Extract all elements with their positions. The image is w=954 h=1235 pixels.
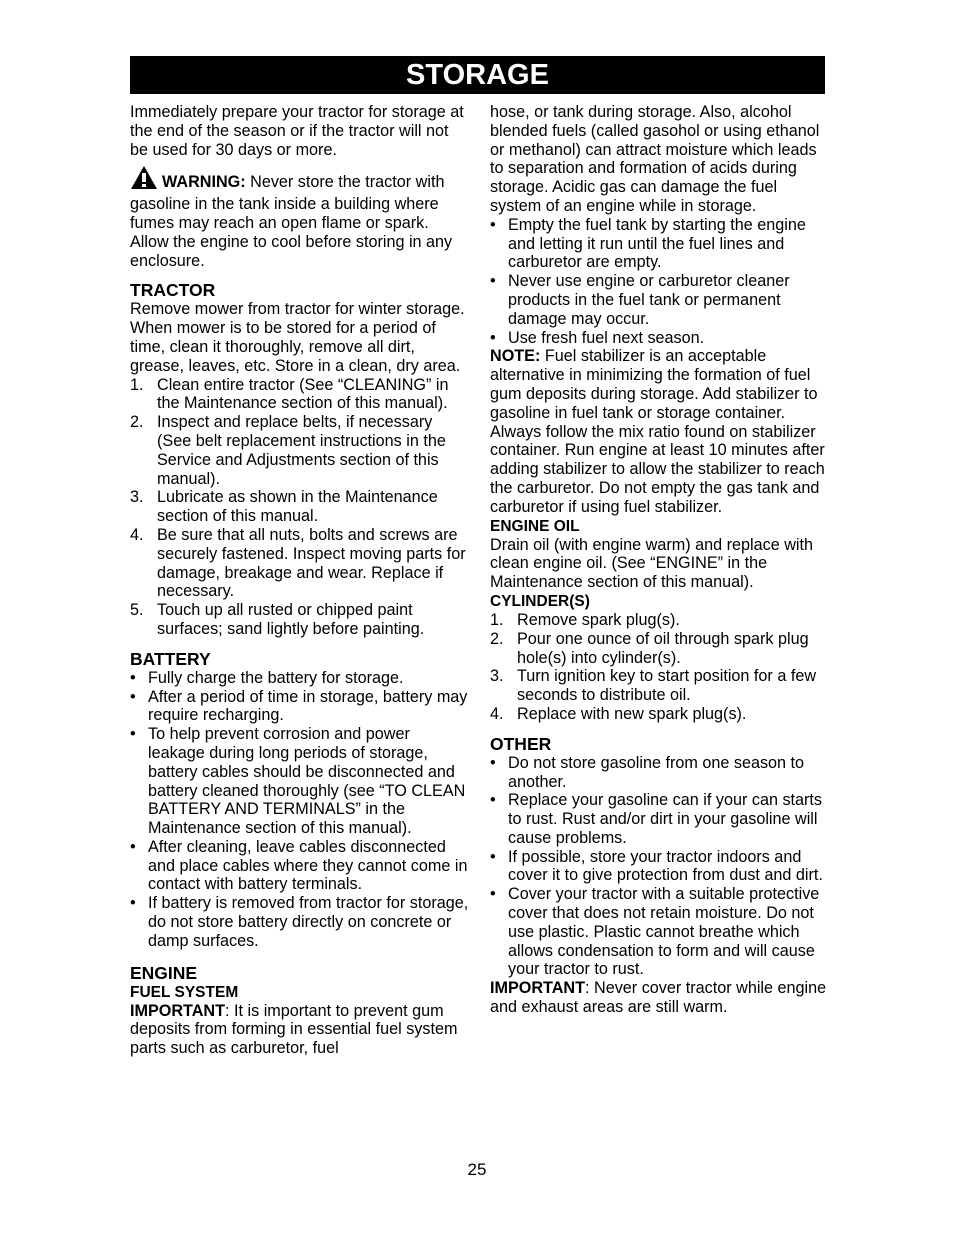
tractor-steps [130, 376, 470, 639]
list-item: • Never use engine or carburetor cleaner products in the fuel tank or permanent damage may occur. [490, 272, 790, 328]
fuel-system-heading: FUEL SYSTEM [130, 983, 239, 1001]
list-item: • Empty the fuel tank by starting the engine and letting it run until the fuel lines and carburetor are empty. [490, 215, 806, 272]
list-item: 1. Remove spark plug(s). [490, 610, 680, 629]
battery-heading: BATTERY [130, 648, 211, 669]
list-item: • Replace your gasoline can if your can starts to rust. Rust and/or dirt in your gasoline will cause problems. [490, 791, 823, 847]
other-heading: OTHER [490, 733, 552, 754]
list-item: • If possible, store your tractor indoors and cover it to give protection from dust and dirt. [490, 847, 823, 885]
page-title: STORAGE [130, 56, 825, 94]
important-paragraph: IMPORTANT: It is important to prevent gum deposits from forming in essential fuel system parts such as carburetor, fuel [130, 1001, 458, 1058]
left-column [130, 103, 470, 1058]
warning-label: WARNING: [162, 173, 246, 192]
list-item: 5. Touch up all rusted or chipped paint surfaces; sand lightly before painting. [130, 601, 425, 638]
right-column [490, 103, 830, 1017]
list-item: • Cover your tractor with a suitable protective cover that does not retain moisture. Do not use plastic. Plastic cannot breathe which allows condensation to form and will cause your tractor to rust. [490, 885, 820, 979]
fuel-list [490, 216, 830, 348]
list-item: • To help prevent corrosion and power leakage during long periods of storage, battery cables should be disconnected and battery cleaned thoroughly (see “TO CLEAN BATTERY AND TERMINALS” in the Maintenance section of this manual). [130, 725, 466, 838]
list-item: • After cleaning, leave cables disconnected and place cables where they cannot come in contact with battery terminals. [130, 837, 468, 894]
engine-heading: ENGINE [130, 962, 198, 983]
list-item: • If battery is removed from tractor for storage, do not store battery directly on concrete or damp surfaces. [130, 894, 469, 950]
tractor-paragraph: Remove mower from tractor for winter storage. When mower is to be stored for a period of time, clean it thoroughly, remove all dirt, grease, leaves, etc. Store in a clean, dry area. [130, 300, 465, 375]
list-item: 2. Pour one ounce of oil through spark plug hole(s) into cylinder(s). [490, 629, 809, 667]
page-number: 25 [467, 1160, 487, 1179]
warning-paragraph [130, 165, 470, 270]
intro-paragraph: Immediately prepare your tractor for storage at the end of the season or if the tractor will not be used for 30 days or more. [130, 103, 464, 159]
engine-oil-heading: ENGINE OIL [490, 517, 580, 535]
list-item: • After a period of time in storage, battery may require recharging. [130, 687, 468, 725]
list-item: 3. Lubricate as shown in the Maintenance section of this manual. [130, 488, 438, 526]
battery-list [130, 669, 470, 951]
list-item: 3. Turn ignition key to start position for a few seconds to distribute oil. [490, 667, 817, 705]
engine-oil-paragraph: Drain oil (with engine warm) and replace with clean engine oil. (See “ENGINE” in the Maintenance section of this manual). [490, 535, 813, 592]
list-item: 2. Inspect and replace belts, if necessary (See belt replacement instructions in the Service and Adjustments section of this manual). [130, 413, 446, 488]
cylinder-steps [490, 611, 830, 724]
warning-text: Never store the tractor with gasoline in the tank inside a building where fumes may reach an open flame or spark. Allow the engine to cool before storing in any enclosure. [130, 173, 453, 270]
other-list [490, 754, 830, 980]
list-item: 1. Clean entire tractor (See “CLEANING” in the Maintenance section of this manual). [130, 375, 449, 413]
fuel-continued-paragraph: hose, or tank during storage. Also, alcohol blended fuels (called gasohol or using ethanol or methanol) can attract moisture which leads to separation and formation of acids during storage. Acidic gas can damage the fuel system of an engine while in storage. [490, 103, 820, 215]
cylinders-heading: CYLINDER(S) [490, 592, 590, 610]
tractor-heading: TRACTOR [130, 280, 216, 301]
list-item: • Use fresh fuel next season. [490, 328, 705, 347]
warning-triangle-icon [130, 165, 158, 195]
list-item: • Fully charge the battery for storage. [130, 668, 404, 687]
list-item: • Do not store gasoline from one season to another. [490, 753, 805, 791]
list-item: 4. Replace with new spark plug(s). [490, 704, 747, 723]
list-item: 4. Be sure that all nuts, bolts and screws are securely fastened. Inspect moving parts for damage, breakage and wear. Replace if necessary. [130, 525, 466, 601]
important-paragraph-right: IMPORTANT: Never cover tractor while engine and exhaust areas are still warm. [490, 979, 827, 1017]
note-paragraph: NOTE: Fuel stabilizer is an acceptable alternative in minimizing the formation of fuel gum deposits during storage. Add stabilizer to gasoline in fuel tank or storage container. Always follow the mix ratio found on stabilizer container. Run engine at least 10 minutes after adding stabilizer to allow the stabilizer to reach the carburetor. Do not empty the gas tank and carburetor if using fuel stabilizer. [490, 347, 825, 516]
